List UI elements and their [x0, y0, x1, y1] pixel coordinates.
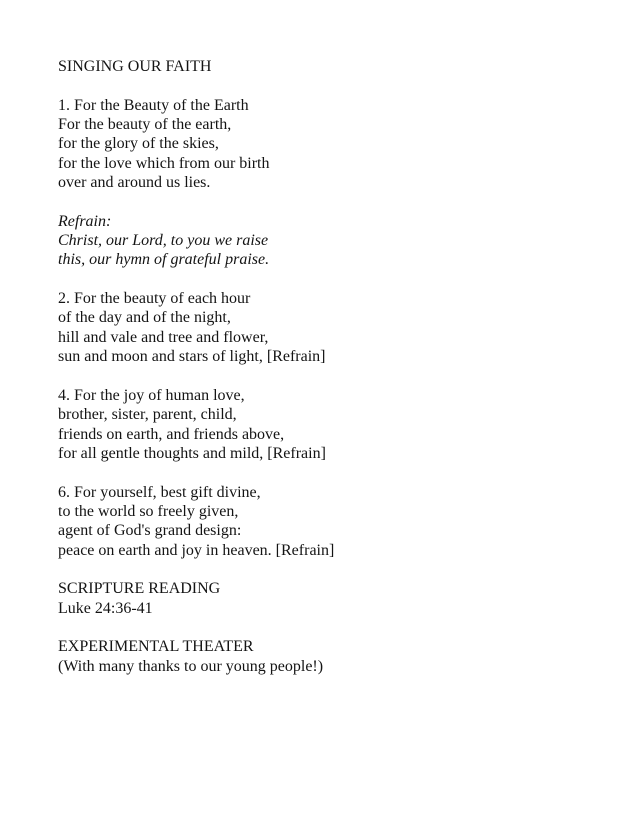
text-line: 2. For the beauty of each hour — [58, 290, 251, 308]
scripture-reference: Luke 24:36-41 — [58, 599, 153, 617]
text-line: sun and moon and stars of light, [Refrain] — [58, 348, 326, 366]
text-line: 6. For yourself, best gift divine, — [58, 483, 261, 501]
text-line: of the day and of the night, — [58, 309, 231, 327]
text-line: friends on earth, and friends above, — [58, 425, 285, 443]
hymn-stanza-4 — [58, 386, 600, 463]
scripture-reading-block — [58, 579, 600, 618]
text-line: peace on earth and joy in heaven. [Refrain] — [58, 541, 335, 559]
text-line: hill and vale and tree and flower, — [58, 328, 269, 346]
text-line: 1. For the Beauty of the Earth — [58, 96, 249, 114]
text-line: for all gentle thoughts and mild, [Refrain] — [58, 444, 326, 462]
text-line: 4. For the joy of human love, — [58, 386, 245, 404]
text-line: Christ, our Lord, to you we raise — [58, 232, 269, 250]
program-title-block — [58, 57, 600, 76]
scripture-heading: SCRIPTURE READING — [58, 580, 221, 598]
text-line: agent of God's grand design: — [58, 522, 242, 540]
theater-note: (With many thanks to our young people!) — [58, 657, 324, 675]
theater-heading: EXPERIMENTAL THEATER — [58, 638, 254, 656]
program-title: SINGING OUR FAITH — [58, 58, 212, 75]
hymn-refrain — [58, 212, 600, 270]
text-line: this, our hymn of grateful praise. — [58, 251, 270, 269]
hymn-stanza-6 — [58, 483, 600, 560]
text-line: brother, sister, parent, child, — [58, 406, 237, 424]
refrain-label: Refrain: — [58, 212, 112, 230]
text-line: over and around us lies. — [58, 174, 211, 192]
text-line: for the love which from our birth — [58, 154, 270, 172]
experimental-theater-block — [58, 637, 600, 676]
text-line: For the beauty of the earth, — [58, 116, 232, 134]
hymn-stanza-2 — [58, 289, 600, 366]
text-line: for the glory of the skies, — [58, 135, 219, 153]
text-line: to the world so freely given, — [58, 502, 239, 520]
hymn-stanza-1 — [58, 96, 600, 193]
